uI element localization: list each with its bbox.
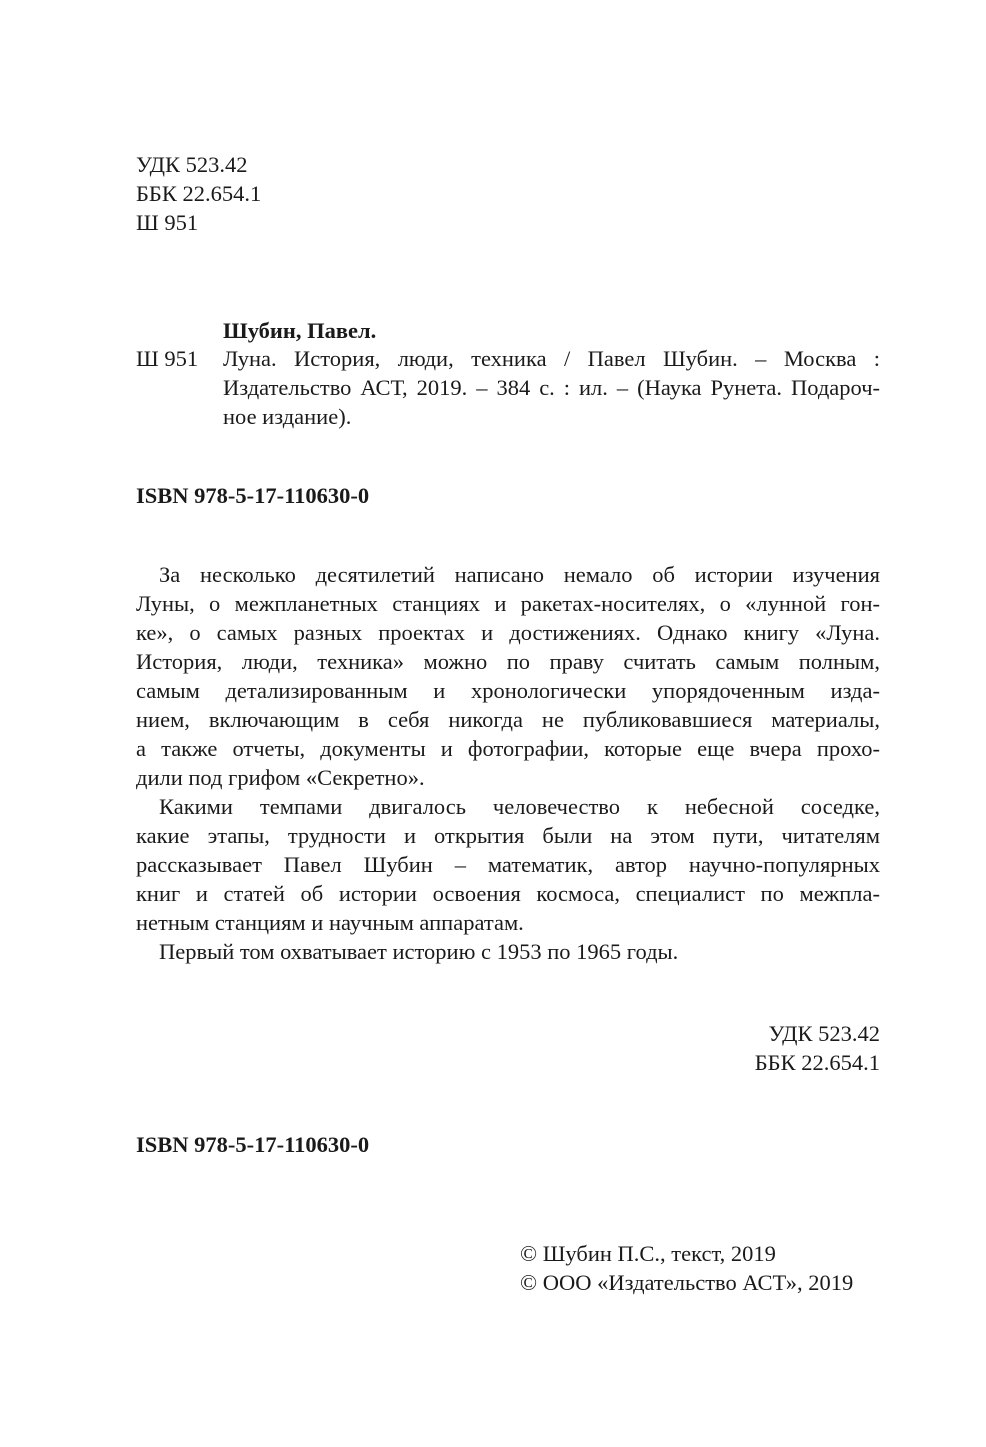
- isbn-top: ISBN 978-5-17-110630-0: [136, 483, 370, 508]
- isbn-bottom: ISBN 978-5-17-110630-0: [136, 1132, 370, 1157]
- catalog-description-line: ное издание).: [223, 404, 352, 429]
- classification-block-bottom: [755, 1019, 880, 1077]
- annotation-line: рассказывает Павел Шубин – математик, автор научно-популярных: [136, 852, 880, 877]
- catalog-description: [223, 344, 880, 431]
- catalog-description-line: Луна. История, люди, техника / Павел Шубин. – Москва :: [223, 346, 880, 371]
- udk-code: УДК 523.42: [136, 152, 248, 177]
- annotation-line: какие этапы, трудности и открытия были на этом пути, читателям: [136, 823, 880, 848]
- copyright-block: [520, 1239, 853, 1297]
- annotation-paragraph-2: [136, 792, 880, 937]
- author-sign: Ш 951: [136, 210, 199, 235]
- copyright-publisher: © ООО «Издательство АСТ», 2019: [520, 1270, 854, 1295]
- annotation-line: Какими темпами двигалось человечество к небесной соседке,: [159, 794, 880, 819]
- bbk-code: ББК 22.654.1: [754, 1050, 880, 1075]
- annotation-line: нием, включающим в себя никогда не публиковавшиеся материалы,: [136, 707, 880, 732]
- annotation-line: Первый том охватывает историю с 1953 по 1965 годы.: [159, 939, 679, 964]
- annotation-line: дили под грифом «Секретно».: [136, 765, 425, 790]
- udk-code: УДК 523.42: [768, 1021, 880, 1046]
- bbk-code: ББК 22.654.1: [136, 181, 262, 206]
- annotation-line: ке», о самых разных проектах и достижениях. Однако книгу «Луна.: [136, 620, 880, 645]
- annotation-line: За несколько десятилетий написано немало об истории изучения: [159, 562, 880, 587]
- annotation-line: нетным станциям и научным аппаратам.: [136, 910, 524, 935]
- annotation-paragraph-1: [136, 560, 880, 792]
- classification-block-top: [136, 150, 261, 237]
- annotation: [136, 560, 880, 966]
- catalog-author: Шубин, Павел.: [223, 318, 377, 343]
- annotation-line: самым детализированным и хронологически упорядоченным изда-: [136, 678, 880, 703]
- annotation-line: книг и статей об истории освоения космоса, специалист по межпла-: [136, 881, 880, 906]
- annotation-line: а также отчеты, документы и фотографии, которые еще вчера прохо-: [136, 736, 880, 761]
- catalog-author-sign: Ш 951: [136, 346, 199, 371]
- annotation-line: Луны, о межпланетных станциях и ракетах-носителях, о «лунной гон-: [136, 591, 880, 616]
- annotation-paragraph-3: [136, 937, 880, 966]
- copyright-author: © Шубин П.С., текст, 2019: [520, 1241, 776, 1266]
- catalog-description-line: Издательство АСТ, 2019. – 384 с. : ил. – (Наука Рунета. Подароч-: [223, 375, 880, 400]
- annotation-line: История, люди, техника» можно по праву считать самым полным,: [136, 649, 880, 674]
